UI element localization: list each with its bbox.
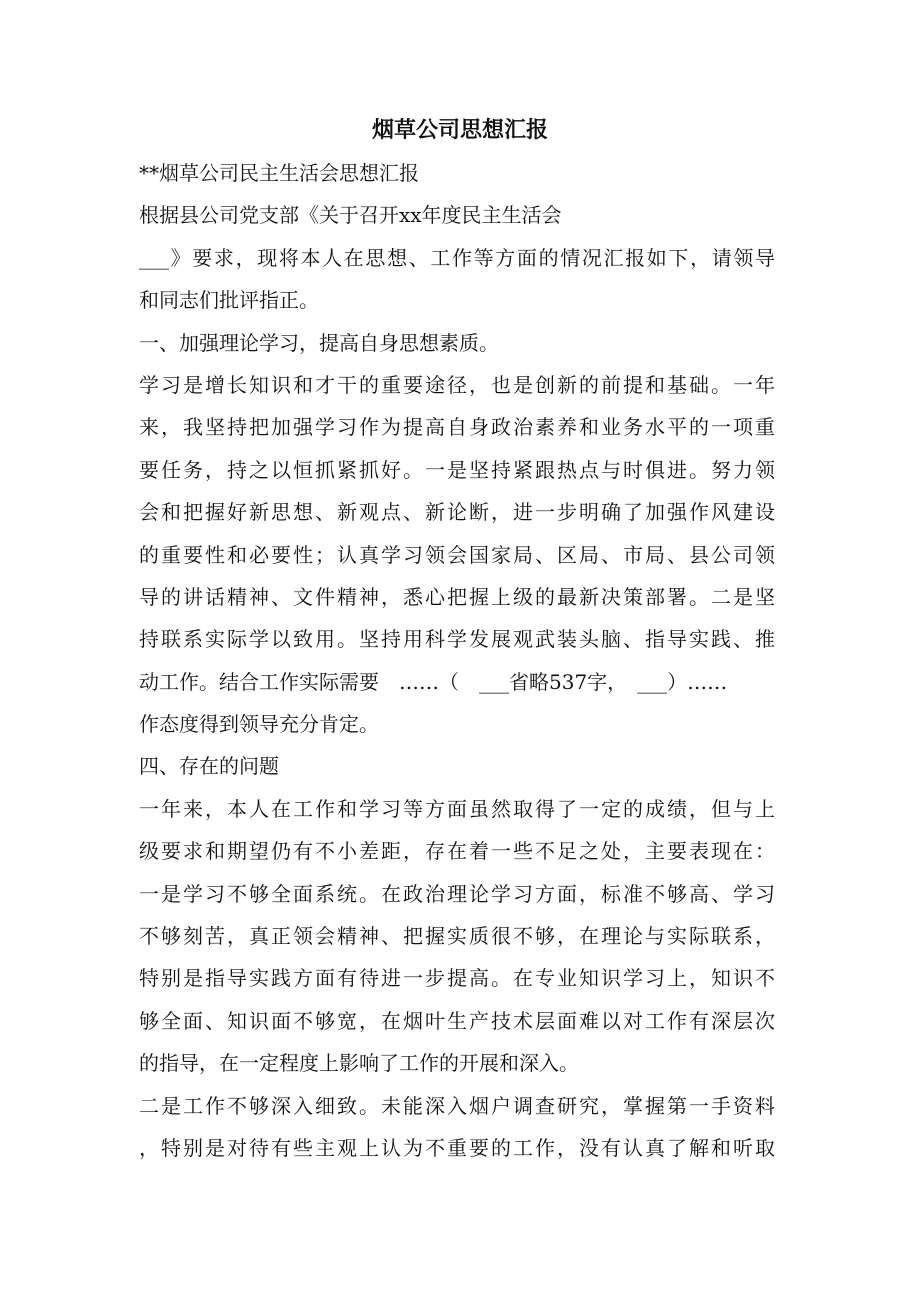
text-line: 不够刻苦，真正领会精神、把握实质很不够，在理论与实际联系， — [139, 924, 775, 949]
text-line: ，特别是对待有些主观上认为不重要的工作，没有认真了解和听取 — [139, 1135, 775, 1160]
text-line: ___》要求，现将本人在思想、工作等方面的情况汇报如下，请领导 — [139, 245, 775, 270]
text-line: 一是学习不够全面系统。在政治理论学习方面，标准不够高、学习 — [139, 881, 775, 906]
document-body — [139, 152, 775, 1169]
text-line: 一、加强理论学习，提高自身思想素质。 — [139, 330, 499, 355]
text-line: 级要求和期望仍有不小差距，存在着一些不足之处，主要表现在： — [139, 839, 775, 864]
text-line: 四、存在的问题 — [139, 754, 279, 779]
text-line: **烟草公司民主生活会思想汇报 — [139, 161, 419, 185]
text-line: 作态度得到领导充分肯定。 — [139, 712, 379, 737]
text-line: 和同志们批评指正。 — [139, 288, 319, 313]
text-line: 要任务，持之以恒抓紧抓好。一是坚持紧跟热点与时俱进。努力领 — [139, 457, 775, 482]
text-line: 导的讲话精神、文件精神，悉心把握上级的最新决策部署。二是坚 — [139, 584, 775, 609]
text-line: 的指导，在一定程度上影响了工作的开展和深入。 — [139, 1051, 579, 1076]
text-line: 根据县公司党支部《关于召开xx年度民主生活会 — [139, 203, 562, 228]
text-line: 动工作。结合工作实际需要 ……（ ___省略537字， ___）…… — [139, 669, 728, 694]
text-line: 二是工作不够深入细致。未能深入烟户调查研究，掌握第一手资料 — [139, 1093, 775, 1118]
text-line: 特别是指导实践方面有待进一步提高。在专业知识学习上，知识不 — [139, 966, 775, 991]
text-line: 来，我坚持把加强学习作为提高自身政治素养和业务水平的一项重 — [139, 415, 775, 440]
text-line: 学习是增长知识和才干的重要途径，也是创新的前提和基础。一年 — [139, 372, 775, 397]
document-title: 烟草公司思想汇报 — [371, 117, 548, 143]
text-line: 一年来，本人在工作和学习等方面虽然取得了一定的成绩，但与上 — [139, 796, 775, 821]
text-line: 的重要性和必要性；认真学习领会国家局、区局、市局、县公司领 — [139, 542, 775, 567]
text-line: 够全面、知识面不够宽，在烟叶生产技术层面难以对工作有深层次 — [139, 1008, 775, 1033]
text-line: 会和把握好新思想、新观点、新论断，进一步明确了加强作风建设 — [139, 500, 775, 525]
text-line: 持联系实际学以致用。坚持用科学发展观武装头脑、指导实践、推 — [139, 627, 775, 652]
